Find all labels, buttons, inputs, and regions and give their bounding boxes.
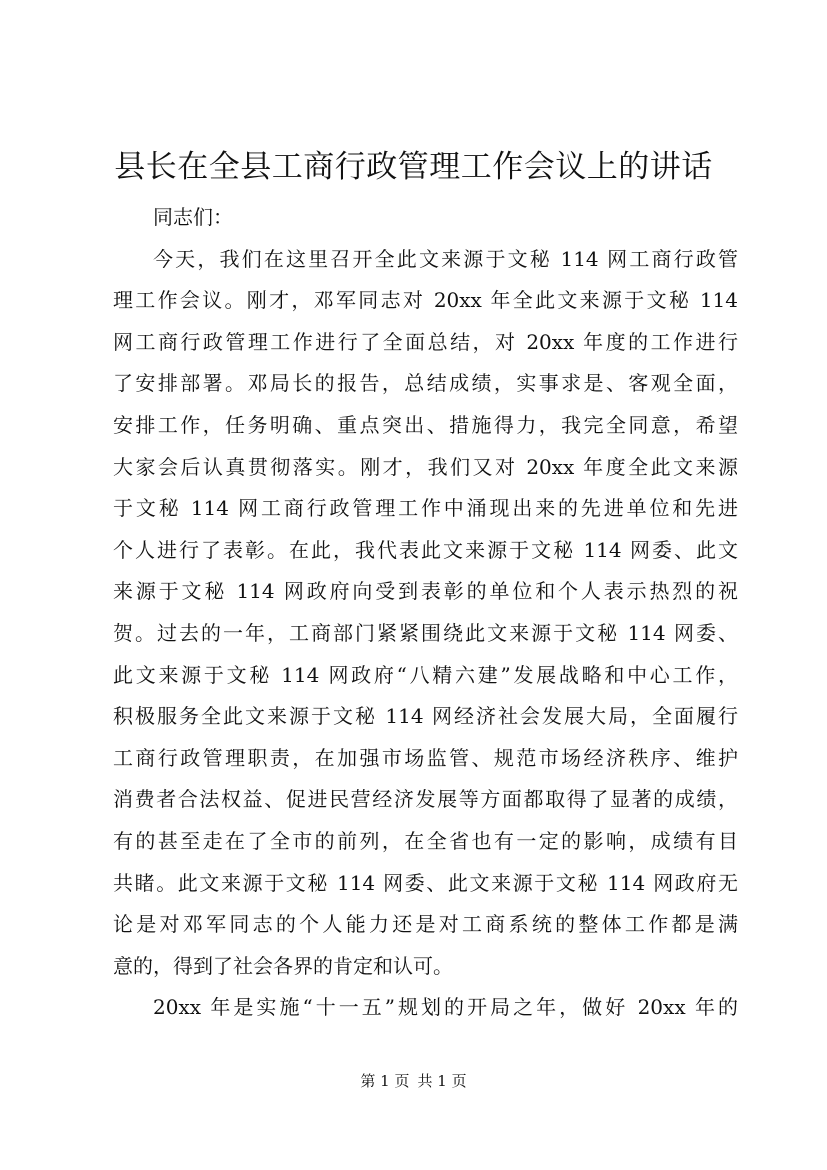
text-line: 于文秘 114 网工商行政管理工作中涌现出来的先进单位和先进	[113, 496, 738, 521]
text-line: 个人进行了表彰。在此，我代表此文来源于文秘 114 网委、此文	[113, 537, 738, 562]
page-total: 共 1 页	[417, 1072, 467, 1090]
document-title: 县长在全县工商行政管理工作会议上的讲话	[114, 149, 713, 185]
text-line: 积极服务全此文来源于文秘 114 网经济社会发展大局，全面履行	[113, 704, 738, 729]
text-line: 网工商行政管理工作进行了全面总结，对 20xx 年度的工作进行	[113, 329, 738, 354]
text-line: 安排工作，任务明确、重点突出、措施得力，我完全同意，希望	[113, 412, 738, 437]
text-line: 工商行政管理职责，在加强市场监管、规范市场经济秩序、维护	[113, 745, 738, 770]
text-line: 消费者合法权益、促进民营经济发展等方面都取得了显著的成绩，	[113, 787, 738, 812]
text-line: 同志们：	[153, 205, 233, 229]
text-line: 来源于文秘 114 网政府向受到表彰的单位和个人表示热烈的祝	[113, 579, 738, 604]
document-body	[113, 197, 738, 1029]
text-line: 有的甚至走在了全市的前列，在全省也有一定的影响，成绩有目	[113, 828, 738, 853]
text-line: 共睹。此文来源于文秘 114 网委、此文来源于文秘 114 网政府无	[113, 870, 738, 895]
text-line: 理工作会议。刚才，邓军同志对 20xx 年全此文来源于文秘 114	[113, 288, 738, 313]
text-line: 今天，我们在这里召开全此文来源于文秘 114 网工商行政管	[153, 246, 738, 271]
text-line: 20xx 年是实施“十一五”规划的开局之年，做好 20xx 年的	[153, 995, 738, 1020]
page-number: 第 1 页	[360, 1072, 410, 1090]
page-footer	[0, 1070, 827, 1092]
text-line: 了安排部署。邓局长的报告，总结成绩，实事求是、客观全面，	[113, 371, 738, 396]
text-line: 贺。过去的一年，工商部门紧紧围绕此文来源于文秘 114 网委、	[113, 620, 738, 645]
text-line: 此文来源于文秘 114 网政府“八精六建”发展战略和中心工作，	[113, 662, 738, 687]
text-line: 论是对邓军同志的个人能力还是对工商系统的整体工作都是满	[113, 912, 738, 937]
text-line: 大家会后认真贯彻落实。刚才，我们又对 20xx 年度全此文来源	[113, 454, 738, 479]
text-line: 意的，得到了社会各界的肯定和认可。	[113, 953, 453, 978]
